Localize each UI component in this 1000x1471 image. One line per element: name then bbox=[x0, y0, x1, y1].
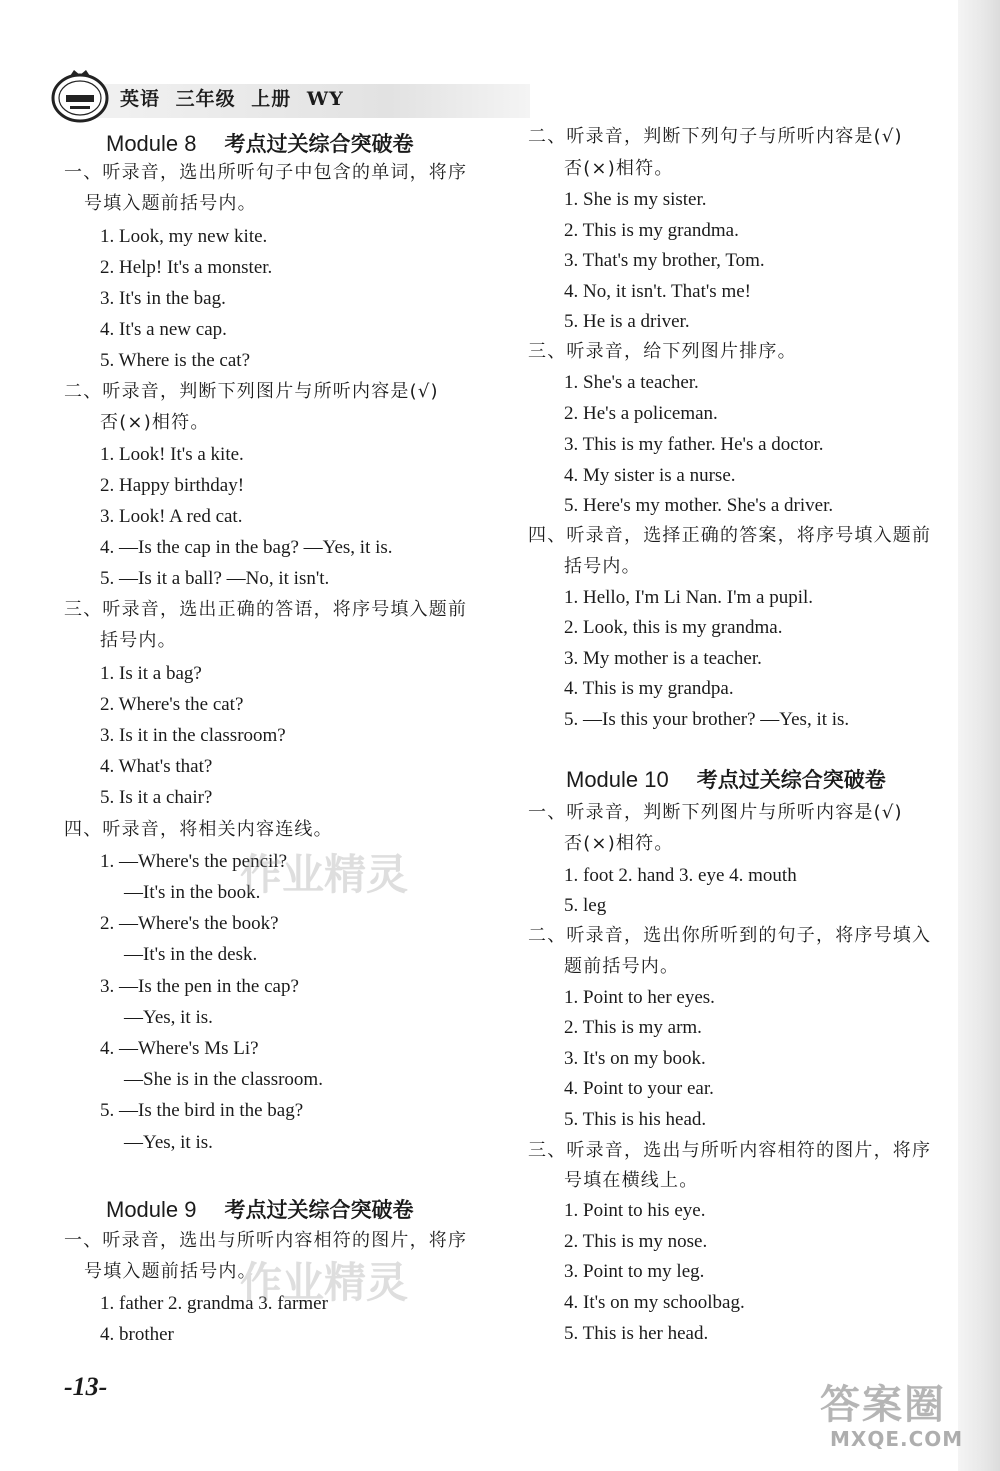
list-item: 1. Hello, I'm Li Nan. I'm a pupil. bbox=[564, 587, 814, 608]
list-item: 1. Is it a bag? bbox=[100, 663, 202, 684]
list-item: 5. This is his head. bbox=[564, 1109, 707, 1130]
corner-logo-text: 答案圈 bbox=[820, 1382, 946, 1428]
list-item: 4. —Is the cap in the bag? —Yes, it is. bbox=[100, 537, 393, 558]
corner-watermark-logo bbox=[790, 1373, 980, 1463]
list-item: —She is in the classroom. bbox=[124, 1069, 323, 1090]
page-number: -13- bbox=[64, 1372, 108, 1401]
list-item: —It's in the desk. bbox=[124, 944, 258, 965]
section-heading: 二、听录音，判断下列图片与所听内容是(√) bbox=[64, 381, 439, 402]
list-item: 5. He is a driver. bbox=[564, 311, 690, 332]
section-heading: 三、听录音，选出正确的答语，将序号填入题前 bbox=[64, 599, 468, 620]
list-item: 1. Look, my new kite. bbox=[100, 226, 268, 247]
header-edition: WY bbox=[306, 88, 344, 110]
list-item: 5. —Is this your brother? —Yes, it is. bbox=[564, 709, 850, 730]
list-item: 4. brother bbox=[100, 1324, 174, 1345]
list-item: 2. This is my arm. bbox=[564, 1017, 702, 1038]
section-heading: 四、听录音，选择正确的答案，将序号填入题前 bbox=[528, 525, 932, 546]
section-heading: 三、听录音，给下列图片排序。 bbox=[528, 341, 797, 362]
list-item: 5. This is her head. bbox=[564, 1323, 709, 1344]
list-item: 2. Where's the cat? bbox=[100, 694, 244, 715]
header-subject: 英语 bbox=[120, 88, 161, 110]
section-heading: 号填入题前括号内。 bbox=[84, 193, 257, 214]
list-item: 3. That's my brother, Tom. bbox=[564, 250, 765, 271]
list-item: 4. No, it isn't. That's me! bbox=[564, 281, 751, 302]
list-item: —Yes, it is. bbox=[124, 1132, 213, 1153]
list-item: 4. It's on my schoolbag. bbox=[564, 1292, 745, 1313]
list-item: 4. Point to your ear. bbox=[564, 1078, 714, 1099]
header-grade: 三年级 bbox=[175, 88, 236, 110]
list-item: 3. This is my father. He's a doctor. bbox=[564, 434, 824, 455]
list-item: 3. It's in the bag. bbox=[100, 288, 226, 309]
corner-logo-site: MXQE.COM bbox=[830, 1427, 964, 1451]
list-item: 1. She's a teacher. bbox=[564, 372, 699, 393]
list-item: 1. father 2. grandma 3. farmer bbox=[100, 1293, 328, 1314]
section-heading: 四、听录音，将相关内容连线。 bbox=[64, 819, 333, 840]
page-edge-shadow bbox=[958, 0, 1000, 1471]
section-heading: 括号内。 bbox=[564, 556, 641, 577]
list-item: 2. This is my nose. bbox=[564, 1231, 708, 1252]
section-heading: 号填入题前括号内。 bbox=[84, 1261, 257, 1282]
list-item: 2. —Where's the book? bbox=[100, 913, 279, 934]
section-heading: 否(×)相符。 bbox=[100, 412, 210, 433]
list-item: 4. —Where's Ms Li? bbox=[100, 1038, 259, 1059]
list-item: 4. This is my grandpa. bbox=[564, 678, 734, 699]
list-item: 5. Where is the cat? bbox=[100, 350, 250, 371]
list-item: —Yes, it is. bbox=[124, 1007, 213, 1028]
list-item: 3. My mother is a teacher. bbox=[564, 648, 762, 669]
module-heading: 考点过关综合突破卷 bbox=[224, 1198, 414, 1222]
section-heading: 号填在横线上。 bbox=[564, 1170, 699, 1191]
header bbox=[120, 84, 352, 111]
list-item: 3. —Is the pen in the cap? bbox=[100, 976, 299, 997]
list-item: 1. She is my sister. bbox=[564, 189, 707, 210]
section-heading: 题前括号内。 bbox=[564, 956, 680, 977]
section-heading: 括号内。 bbox=[100, 630, 177, 651]
list-item: —It's in the book. bbox=[124, 882, 261, 903]
module-title bbox=[566, 764, 886, 794]
list-item: 2. He's a policeman. bbox=[564, 403, 718, 424]
list-item: 1. —Where's the pencil? bbox=[100, 851, 288, 872]
section-heading: 否(×)相符。 bbox=[564, 158, 674, 179]
list-item: 3. Is it in the classroom? bbox=[100, 725, 286, 746]
watermark: 作业精灵 bbox=[240, 1258, 409, 1307]
section-heading: 二、听录音，选出你所听到的句子，将序号填入 bbox=[528, 925, 932, 946]
list-item: 1. Point to his eye. bbox=[564, 1200, 706, 1221]
section-heading: 三、听录音，选出与所听内容相符的图片，将序 bbox=[528, 1140, 932, 1161]
section-heading: 二、听录音，判断下列句子与所听内容是(√) bbox=[528, 126, 903, 147]
list-item: 2. Help! It's a monster. bbox=[100, 257, 273, 278]
section-heading: 一、听录音，选出所听句子中包含的单词，将序 bbox=[64, 162, 468, 183]
list-item: 3. Point to my leg. bbox=[564, 1261, 705, 1282]
module-number: Module 8 bbox=[106, 131, 197, 156]
section-heading: 否(×)相符。 bbox=[564, 833, 674, 854]
list-item: 4. What's that? bbox=[100, 756, 213, 777]
section-heading: 一、听录音，判断下列图片与所听内容是(√) bbox=[528, 802, 903, 823]
module-title bbox=[106, 1194, 414, 1224]
list-item: 5. —Is the bird in the bag? bbox=[100, 1100, 304, 1121]
header-volume: 上册 bbox=[251, 88, 292, 110]
list-item: 1. Look! It's a kite. bbox=[100, 444, 244, 465]
module-heading: 考点过关综合突破卷 bbox=[224, 132, 414, 156]
list-item: 4. It's a new cap. bbox=[100, 319, 227, 340]
list-item: 1. foot 2. hand 3. eye 4. mouth bbox=[564, 865, 797, 886]
publisher-logo bbox=[48, 66, 112, 124]
module-heading: 考点过关综合突破卷 bbox=[696, 768, 886, 792]
list-item: 5. —Is it a ball? —No, it isn't. bbox=[100, 568, 330, 589]
list-item: 5. Here's my mother. She's a driver. bbox=[564, 495, 834, 516]
list-item: 1. Point to her eyes. bbox=[564, 987, 715, 1008]
section-heading: 一、听录音，选出与所听内容相符的图片，将序 bbox=[64, 1230, 468, 1251]
list-item: 3. It's on my book. bbox=[564, 1048, 706, 1069]
module-number: Module 10 bbox=[566, 767, 669, 792]
list-item: 2. Look, this is my grandma. bbox=[564, 617, 783, 638]
module-number: Module 9 bbox=[106, 1197, 197, 1222]
list-item: 5. leg bbox=[564, 895, 607, 916]
list-item: 2. This is my grandma. bbox=[564, 220, 739, 241]
watermark: 作业精灵 bbox=[240, 850, 409, 899]
list-item: 3. Look! A red cat. bbox=[100, 506, 243, 527]
list-item: 4. My sister is a nurse. bbox=[564, 465, 736, 486]
list-item: 2. Happy birthday! bbox=[100, 475, 245, 496]
module-title bbox=[106, 128, 414, 158]
list-item: 5. Is it a chair? bbox=[100, 787, 213, 808]
